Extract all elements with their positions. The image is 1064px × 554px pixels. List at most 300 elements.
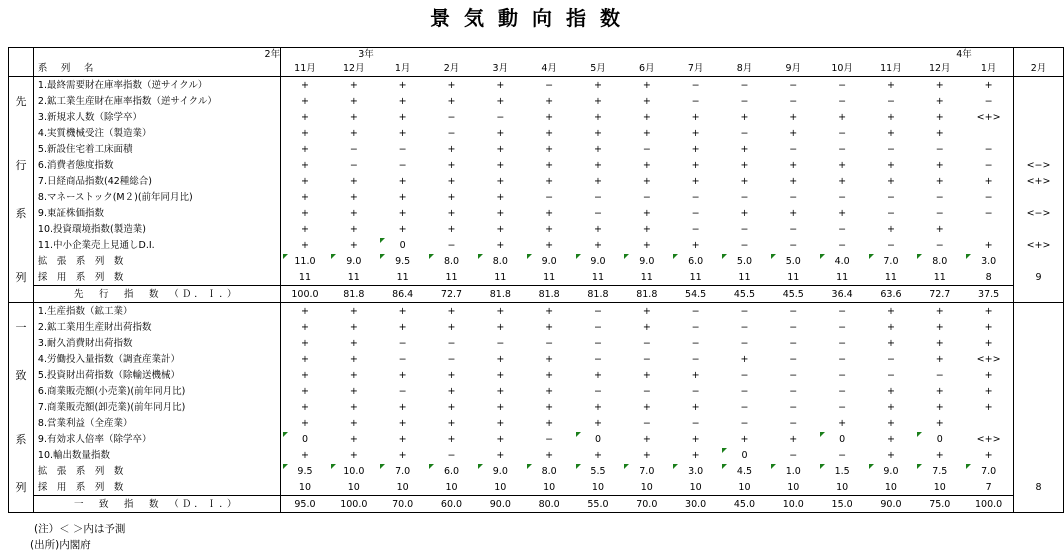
coincident-category-char [9,496,34,513]
coincident-sign-cell: − [671,303,720,320]
coincident-sign-cell: + [496,353,505,365]
coincident-series-row [9,351,1064,367]
coincident-sign-cell: + [935,321,944,333]
coincident-sign-cell: − [447,353,456,365]
leading-sign-cell: − [838,127,847,139]
coincident-sign-cell [1014,383,1064,399]
coincident-sign-cell: + [349,401,358,413]
coincident-di-cell: 70.0 [378,496,427,513]
leading-sign-cell [964,221,1013,237]
leading-sign-cell: + [427,77,476,94]
leading-sign-cell: + [935,95,944,107]
coincident-sign-cell: − [740,401,749,413]
coincident-sign-cell: + [886,401,895,413]
month-header: 9月 [769,62,818,77]
leading-sign-cell: + [593,175,602,187]
coincident-sign-cell: + [593,369,602,381]
coincident-expansion-cell: 4.5 [720,463,769,479]
leading-sign-cell: − [740,223,749,235]
coincident-expansion-cell: 9.0 [476,463,525,479]
coincident-series-name: 3.耐久消費財出荷指数 [33,335,280,351]
coincident-sign-cell: − [935,369,944,381]
year-cell [358,48,427,63]
leading-sign-cell: + [300,143,309,155]
coincident-sign-cell: − [789,401,798,413]
leading-di-cell: 81.8 [476,286,525,303]
coincident-sign-cell: − [398,385,407,397]
leading-sign-cell: + [496,239,505,251]
leading-sign-cell: − [935,191,944,203]
coincident-sign-cell: + [398,401,407,413]
coincident-di-cell: 10.0 [769,496,818,513]
leading-category-char: 先 [9,93,34,109]
leading-di-cell: 86.4 [378,286,427,303]
coincident-sign-cell: − [593,385,602,397]
leading-sign-cell: − [642,191,651,203]
coincident-adopted-cell: 10 [671,479,720,496]
coincident-sign-cell: + [427,303,476,320]
coincident-sign-cell: + [935,449,944,461]
coincident-di-cell: 100.0 [329,496,378,513]
year-cell [1014,48,1064,63]
leading-sign-cell: − [789,143,798,155]
coincident-category-char [9,351,34,367]
coincident-series-name: 9.有効求人倍率（除学卒） [33,431,280,447]
leading-sign-cell: − [691,95,700,107]
coincident-sign-cell [1014,431,1064,447]
leading-sign-cell [1014,77,1064,94]
leading-di-cell: 45.5 [720,286,769,303]
leading-category-char [9,109,34,125]
coincident-adopted-cell: 10 [720,479,769,496]
leading-expansion-cell: 9.0 [329,253,378,269]
coincident-series-name: 5.投資財出荷指数（除輸送機械） [33,367,280,383]
coincident-sign-cell: + [378,303,427,320]
leading-sign-cell: − [984,143,993,155]
leading-sign-cell: <−> [1014,205,1064,221]
leading-adopted-cell: 11 [280,269,329,286]
coincident-sign-cell: 0 [574,431,623,447]
coincident-sign-cell: − [818,303,867,320]
coincident-expansion-cell: 10.0 [329,463,378,479]
leading-sign-cell: + [838,175,847,187]
leading-sign-cell: − [838,223,847,235]
leading-adopted-cell: 11 [720,269,769,286]
coincident-di-cell: 30.0 [671,496,720,513]
coincident-sign-cell: <+> [976,353,1001,365]
leading-sign-cell: − [447,127,456,139]
leading-sign-cell: + [447,207,456,219]
leading-expansion-label: 拡 張 系 列 数 [33,253,280,269]
leading-sign-cell: + [691,239,700,251]
coincident-sign-cell: + [545,353,554,365]
coincident-adopted-cell: 10 [574,479,623,496]
leading-adopted-cell: 11 [525,269,574,286]
leading-sign-cell: + [886,159,895,171]
coincident-sign-cell: + [915,303,964,320]
coincident-series-name: 10.輸出数量指数 [33,447,280,463]
coincident-sign-cell: + [447,401,456,413]
coincident-sign-cell: + [349,337,358,349]
leading-di-cell: 72.7 [915,286,964,303]
leading-sign-cell: + [447,223,456,235]
leading-sign-cell: + [642,111,651,123]
leading-series-row [9,109,1064,125]
coincident-sign-cell: − [593,321,602,333]
leading-sign-cell: − [984,207,993,219]
coincident-adopted-cell: 7 [964,479,1013,496]
coincident-category-char [9,415,34,431]
header-corner [9,62,34,77]
coincident-expansion-row [9,463,1064,479]
leading-sign-cell: + [378,77,427,94]
coincident-sign-cell: + [496,417,505,429]
leading-sign-cell: + [691,127,700,139]
leading-sign-cell: + [349,111,358,123]
coincident-di-cell [1014,496,1064,513]
coincident-di-cell: 80.0 [525,496,574,513]
coincident-sign-cell [1014,351,1064,367]
coincident-sign-cell: − [740,385,749,397]
leading-category-char [9,125,34,141]
leading-sign-cell: + [300,175,309,187]
leading-sign-cell: + [915,77,964,94]
coincident-expansion-label: 拡 張 系 列 数 [33,463,280,479]
leading-sign-cell: + [545,95,554,107]
coincident-di-cell: 75.0 [915,496,964,513]
leading-sign-cell: − [886,95,895,107]
coincident-di-label: 一 致 指 数 （Ｄ．Ｉ．） [33,496,280,513]
leading-adopted-cell: 11 [427,269,476,286]
leading-category-char [9,253,34,269]
coincident-expansion-cell [1014,463,1064,479]
coincident-sign-cell: + [300,369,309,381]
coincident-sign-cell: − [886,353,895,365]
leading-series-name: 2.鉱工業生産財在庫率指数（逆サイクル） [33,93,280,109]
coincident-di-cell: 70.0 [622,496,671,513]
leading-sign-cell: + [447,95,456,107]
leading-sign-cell: + [349,207,358,219]
coincident-sign-cell: − [838,337,847,349]
leading-sign-cell: + [300,159,309,171]
leading-series-row [9,141,1064,157]
leading-sign-cell: − [447,111,456,123]
coincident-sign-cell: + [984,369,993,381]
leading-sign-cell: + [789,127,798,139]
leading-series-row [9,205,1064,221]
coincident-sign-cell: − [691,385,700,397]
coincident-sign-cell: − [691,321,700,333]
leading-expansion-cell: 11.0 [280,253,329,269]
leading-sign-cell: + [642,175,651,187]
leading-expansion-cell: 9.0 [525,253,574,269]
leading-adopted-cell: 9 [1014,269,1064,286]
coincident-sign-cell: + [300,401,309,413]
leading-sign-cell: − [691,191,700,203]
leading-sign-cell: − [838,239,847,251]
coincident-sign-cell: + [545,417,554,429]
year-label: 2年 [264,49,281,60]
leading-sign-cell: − [740,239,749,251]
coincident-sign-cell: − [838,369,847,381]
leading-sign-cell: + [935,223,944,235]
coincident-sign-cell: − [789,369,798,381]
coincident-adopted-cell: 10 [525,479,574,496]
coincident-sign-cell: + [642,401,651,413]
coincident-sign-cell: + [964,303,1013,320]
coincident-expansion-cell: 7.0 [622,463,671,479]
leading-sign-cell: + [593,159,602,171]
coincident-expansion-cell: 9.0 [867,463,916,479]
leading-sign-cell: + [691,143,700,155]
coincident-sign-cell: + [496,385,505,397]
coincident-di-cell: 55.0 [574,496,623,513]
leading-sign-cell: − [789,191,798,203]
coincident-adopted-label: 採 用 系 列 数 [33,479,280,496]
leading-sign-cell: + [545,111,554,123]
leading-series-row [9,157,1064,173]
leading-sign-cell: + [789,207,798,219]
coincident-adopted-cell: 10 [867,479,916,496]
leading-sign-cell: + [789,175,798,187]
coincident-sign-cell: − [720,303,769,320]
leading-sign-cell: + [496,175,505,187]
coincident-category-char: 一 [9,319,34,335]
coincident-adopted-cell: 8 [1014,479,1064,496]
leading-sign-cell: + [349,223,358,235]
leading-series-name: 8.マネーストック(M２)(前年同月比) [33,189,280,205]
coincident-sign-cell [1014,367,1064,383]
leading-sign-cell: + [593,111,602,123]
coincident-sign-cell: + [886,449,895,461]
coincident-sign-cell: + [935,353,944,365]
leading-category-char: 行 [9,157,34,173]
leading-series-name: 5.新設住宅着工床面積 [33,141,280,157]
leading-adopted-label: 採 用 系 列 数 [33,269,280,286]
leading-sign-cell: + [447,159,456,171]
leading-sign-cell: − [789,95,798,107]
coincident-di-cell: 45.0 [720,496,769,513]
leading-adopted-cell: 11 [378,269,427,286]
leading-sign-cell [1014,109,1064,125]
leading-sign-cell: + [593,95,602,107]
leading-series-row [9,221,1064,237]
coincident-sign-cell: + [622,303,671,320]
coincident-sign-cell: + [691,401,700,413]
coincident-di-cell: 15.0 [818,496,867,513]
year-cell [574,48,623,63]
coincident-sign-cell: − [838,353,847,365]
coincident-sign-cell [1014,447,1064,463]
year-cell [720,48,769,63]
coincident-sign-cell: + [691,449,700,461]
month-header: 11月 [280,62,329,77]
coincident-sign-cell [1014,335,1064,351]
coincident-category-char: 系 [9,431,34,447]
month-header: 1月 [378,62,427,77]
coincident-sign-cell: + [593,401,602,413]
leading-sign-cell: + [496,223,505,235]
header-corner [9,48,34,63]
leading-sign-cell: + [447,175,456,187]
year-label: 4年 [956,49,972,60]
leading-sign-cell: − [886,207,895,219]
leading-series-row [9,237,1064,253]
coincident-sign-cell: + [349,321,358,333]
leading-expansion-cell: 5.0 [720,253,769,269]
coincident-sign-cell: + [984,337,993,349]
coincident-series-row [9,399,1064,415]
coincident-sign-cell: + [496,401,505,413]
coincident-sign-cell: − [691,417,700,429]
leading-di-label: 先 行 指 数 （Ｄ．Ｉ．） [33,286,280,303]
leading-sign-cell: + [622,77,671,94]
coincident-sign-cell: − [691,353,700,365]
leading-category-char [9,221,34,237]
leading-sign-cell: − [593,191,602,203]
leading-sign-cell: − [740,95,749,107]
year-label: 3年 [358,49,374,60]
coincident-sign-cell: + [691,433,700,445]
leading-sign-cell: + [300,95,309,107]
year-cell [622,48,671,63]
coincident-sign-cell: + [867,303,916,320]
month-header: 7月 [671,62,720,77]
leading-sign-cell: + [642,127,651,139]
coincident-sign-cell: − [447,449,456,461]
leading-sign-cell: − [525,77,574,94]
leading-sign-cell: + [349,239,358,251]
coincident-sign-cell: 0 [720,447,769,463]
coincident-sign-cell: − [593,353,602,365]
coincident-sign-cell: + [789,433,798,445]
leading-sign-cell: + [398,111,407,123]
coincident-sign-cell: + [593,449,602,461]
leading-sign-cell [1014,141,1064,157]
leading-sign-cell: + [496,191,505,203]
source-note: (出所)内閣府 [30,539,91,551]
leading-sign-cell: + [398,223,407,235]
leading-expansion-cell: 3.0 [964,253,1013,269]
leading-sign-cell: + [886,175,895,187]
leading-di-cell: 36.4 [818,286,867,303]
leading-sign-cell: + [642,159,651,171]
leading-expansion-cell: 6.0 [671,253,720,269]
leading-sign-cell: − [691,223,700,235]
coincident-expansion-cell: 1.5 [818,463,867,479]
coincident-sign-cell: − [545,433,554,445]
coincident-sign-cell: + [740,433,749,445]
leading-sign-cell: + [935,127,944,139]
coincident-expansion-cell: 7.0 [964,463,1013,479]
coincident-category-char [9,335,34,351]
coincident-di-cell: 60.0 [427,496,476,513]
leading-sign-cell: + [740,207,749,219]
leading-sign-cell: + [642,239,651,251]
leading-series-name: 11.中小企業売上見通しD.I. [33,237,280,253]
leading-sign-cell: + [447,143,456,155]
leading-expansion-cell [1014,253,1064,269]
coincident-sign-cell: + [886,321,895,333]
month-header: 12月 [915,62,964,77]
coincident-sign-cell: − [769,303,818,320]
leading-sign-cell: − [447,239,456,251]
coincident-sign-cell: + [984,449,993,461]
leading-sign-cell: + [496,159,505,171]
month-header: 12月 [329,62,378,77]
coincident-sign-cell: − [838,449,847,461]
year-cell [769,48,818,63]
coincident-sign-cell [1014,319,1064,335]
leading-sign-cell: − [398,159,407,171]
leading-category-char: 系 [9,205,34,221]
leading-sign-cell: − [740,191,749,203]
coincident-sign-cell: − [789,385,798,397]
leading-di-cell: 81.8 [329,286,378,303]
coincident-sign-cell: + [349,369,358,381]
leading-series-name: 10.投資環境指数(製造業) [33,221,280,237]
coincident-sign-cell: − [886,369,895,381]
coincident-sign-cell: + [447,417,456,429]
coincident-sign-cell: − [642,385,651,397]
leading-expansion-row [9,253,1064,269]
month-header: 10月 [818,62,867,77]
coincident-expansion-cell: 7.5 [915,463,964,479]
coincident-adopted-cell: 10 [378,479,427,496]
coincident-sign-cell: + [935,417,944,429]
leading-sign-cell: + [593,223,602,235]
leading-sign-cell: + [300,127,309,139]
leading-di-cell: 81.8 [622,286,671,303]
leading-sign-cell: − [886,239,895,251]
coincident-sign-cell: − [593,337,602,349]
leading-sign-cell: + [642,207,651,219]
leading-sign-cell: − [398,143,407,155]
coincident-sign-cell: − [838,385,847,397]
year-cell [867,48,916,63]
leading-sign-cell: + [984,175,993,187]
coincident-sign-cell: + [935,385,944,397]
leading-sign-cell: − [886,191,895,203]
coincident-sign-cell: + [642,321,651,333]
leading-sign-cell: + [642,95,651,107]
leading-sign-cell: + [496,207,505,219]
leading-sign-cell: − [984,95,993,107]
coincident-sign-cell: − [642,417,651,429]
coincident-series-row [9,303,1064,320]
leading-sign-cell: − [642,143,651,155]
leading-sign-cell: − [545,191,554,203]
coincident-sign-cell: + [476,303,525,320]
page-title: 景気動向指数 [430,6,634,30]
coincident-adopted-cell: 10 [280,479,329,496]
leading-sign-cell: + [496,127,505,139]
leading-series-name: 1.最終需要財在庫率指数（逆サイクル） [33,77,280,94]
leading-sign-cell: + [593,239,602,251]
coincident-category-char [9,447,34,463]
coincident-sign-cell: + [447,321,456,333]
coincident-series-row [9,431,1064,447]
coincident-sign-cell: − [838,321,847,333]
leading-expansion-cell: 7.0 [867,253,916,269]
month-header: 6月 [622,62,671,77]
leading-series-row [9,125,1064,141]
leading-sign-cell: + [349,95,358,107]
header-month-row [9,62,1064,77]
leading-sign-cell: − [935,143,944,155]
leading-adopted-cell: 11 [574,269,623,286]
coincident-series-row [9,383,1064,399]
